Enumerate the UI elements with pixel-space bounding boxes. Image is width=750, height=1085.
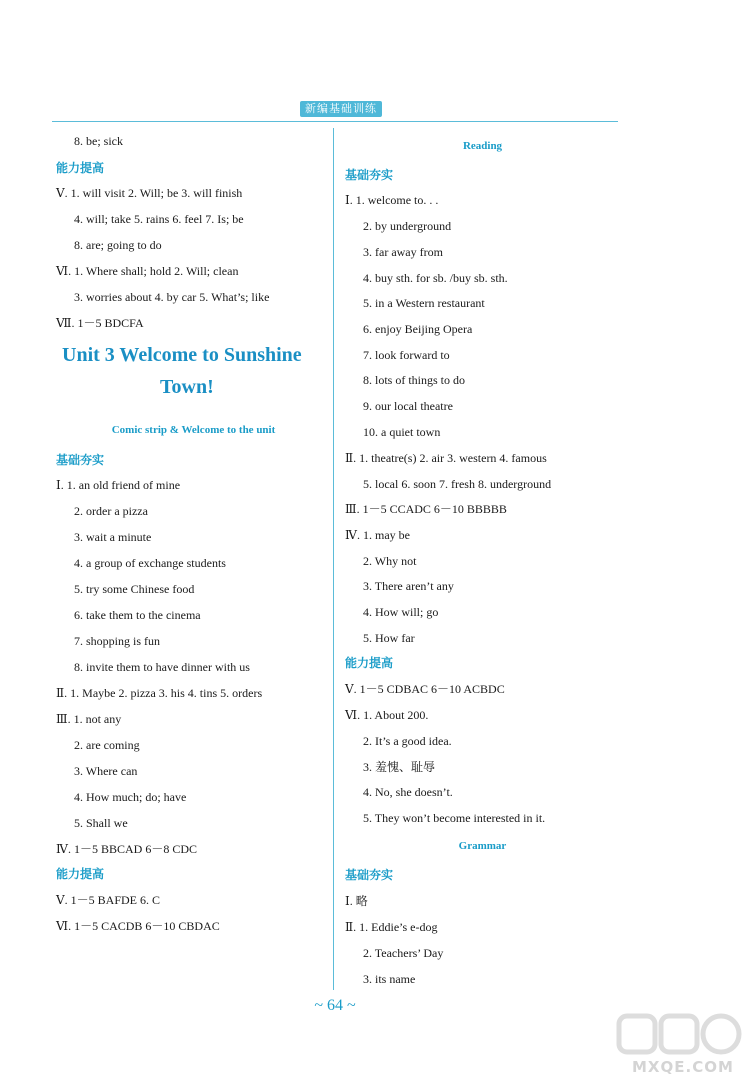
answer-line: 3. Where can bbox=[74, 764, 138, 778]
answer-line: Ⅰ. 略 bbox=[345, 894, 368, 908]
answer-line: 7. shopping is fun bbox=[74, 634, 161, 648]
header-rule bbox=[52, 121, 618, 122]
answer-line: 7. look forward to bbox=[363, 348, 450, 362]
section-heading: Grammar bbox=[458, 840, 507, 852]
answer-line: 3. worries about 4. by car 5. What’s; like bbox=[74, 290, 270, 304]
answer-line: Ⅶ. 1－5 BDCFA bbox=[56, 316, 144, 330]
category-heading: 能力提高 bbox=[345, 656, 394, 670]
answer-line: 5. Shall we bbox=[74, 816, 128, 830]
page-number: ~ 64 ~ bbox=[314, 997, 356, 1014]
answer-line: 9. our local theatre bbox=[363, 399, 453, 413]
category-heading: 基础夯实 bbox=[345, 168, 394, 182]
unit-title-line1: Unit 3 Welcome to Sunshine bbox=[62, 344, 302, 366]
answer-line: 3. There aren’t any bbox=[363, 579, 454, 593]
answer-line: Ⅳ. 1. may be bbox=[345, 528, 410, 542]
watermark-logo-icon bbox=[615, 1010, 743, 1058]
answer-line: Ⅰ. 1. welcome to. . . bbox=[345, 193, 439, 207]
answer-line: 4. How will; go bbox=[363, 605, 439, 619]
answer-line: 4. will; take 5. rains 6. feel 7. Is; be bbox=[74, 212, 244, 226]
answer-line: 3. wait a minute bbox=[74, 530, 152, 544]
answer-line: 4. a group of exchange students bbox=[74, 556, 226, 570]
answer-line: 6. enjoy Beijing Opera bbox=[363, 322, 473, 336]
answer-line: 6. take them to the cinema bbox=[74, 608, 201, 622]
answer-line: Ⅲ. 1. not any bbox=[56, 712, 122, 726]
unit-title-line2: Town! bbox=[160, 376, 214, 398]
answer-line: 2. by underground bbox=[363, 219, 452, 233]
answer-line: 5. in a Western restaurant bbox=[363, 296, 485, 310]
answer-line: 5. They won’t become interested in it. bbox=[363, 811, 546, 825]
answer-line: 8. be; sick bbox=[74, 134, 123, 148]
category-heading: 基础夯实 bbox=[56, 453, 105, 467]
answer-line: Ⅱ. 1. Eddie’s e-dog bbox=[345, 920, 438, 934]
answer-line: Ⅳ. 1－5 BBCAD 6－8 CDC bbox=[56, 842, 198, 856]
section-heading: Reading bbox=[462, 140, 503, 152]
column-divider bbox=[333, 128, 334, 990]
answer-line: Ⅵ. 1. Where shall; hold 2. Will; clean bbox=[56, 264, 239, 278]
category-heading: 能力提高 bbox=[56, 161, 105, 175]
category-heading: 基础夯实 bbox=[345, 868, 394, 882]
answer-line: Ⅲ. 1－5 CCADC 6－10 BBBBB bbox=[345, 502, 507, 516]
answer-line: Ⅱ. 1. Maybe 2. pizza 3. his 4. tins 5. orders bbox=[56, 686, 263, 700]
answer-line: 2. Teachers’ Day bbox=[363, 946, 444, 960]
answer-line: Ⅴ. 1－5 BAFDE 6. C bbox=[56, 893, 161, 907]
answer-line: 8. invite them to have dinner with us bbox=[74, 660, 250, 674]
answer-line: 8. lots of things to do bbox=[363, 373, 466, 387]
answer-line: Ⅱ. 1. theatre(s) 2. air 3. western 4. famous bbox=[345, 451, 547, 465]
section-heading: Comic strip & Welcome to the unit bbox=[111, 424, 276, 436]
answer-line: 5. How far bbox=[363, 631, 415, 645]
watermark-url: MXQE.COM bbox=[632, 1058, 734, 1076]
answer-line: 5. local 6. soon 7. fresh 8. underground bbox=[363, 477, 552, 491]
answer-line: 5. try some Chinese food bbox=[74, 582, 195, 596]
category-heading: 能力提高 bbox=[56, 867, 105, 881]
answer-line: 4. No, she doesn’t. bbox=[363, 785, 453, 799]
answer-line: 2. order a pizza bbox=[74, 504, 148, 518]
answer-line: 2. are coming bbox=[74, 738, 140, 752]
answer-line: Ⅴ. 1－5 CDBAC 6－10 ACBDC bbox=[345, 682, 505, 696]
answer-line: 4. buy sth. for sb. /buy sb. sth. bbox=[363, 271, 508, 285]
answer-line: Ⅴ. 1. will visit 2. Will; be 3. will finish bbox=[56, 186, 243, 200]
answer-line: 4. How much; do; have bbox=[74, 790, 187, 804]
answer-line: Ⅵ. 1. About 200. bbox=[345, 708, 429, 722]
answer-line: 3. far away from bbox=[363, 245, 443, 259]
answer-line: 3. its name bbox=[363, 972, 416, 986]
answer-line: 3. 羞愧、耻辱 bbox=[363, 760, 436, 774]
answer-line: 10. a quiet town bbox=[363, 425, 441, 439]
answer-line: Ⅵ. 1－5 CACDB 6－10 CBDAC bbox=[56, 919, 220, 933]
answer-line: Ⅰ. 1. an old friend of mine bbox=[56, 478, 181, 492]
header-title: 新编基础训练 bbox=[300, 101, 382, 117]
answer-line: 2. Why not bbox=[363, 554, 417, 568]
answer-line: 2. It’s a good idea. bbox=[363, 734, 452, 748]
answer-line: 8. are; going to do bbox=[74, 238, 162, 252]
